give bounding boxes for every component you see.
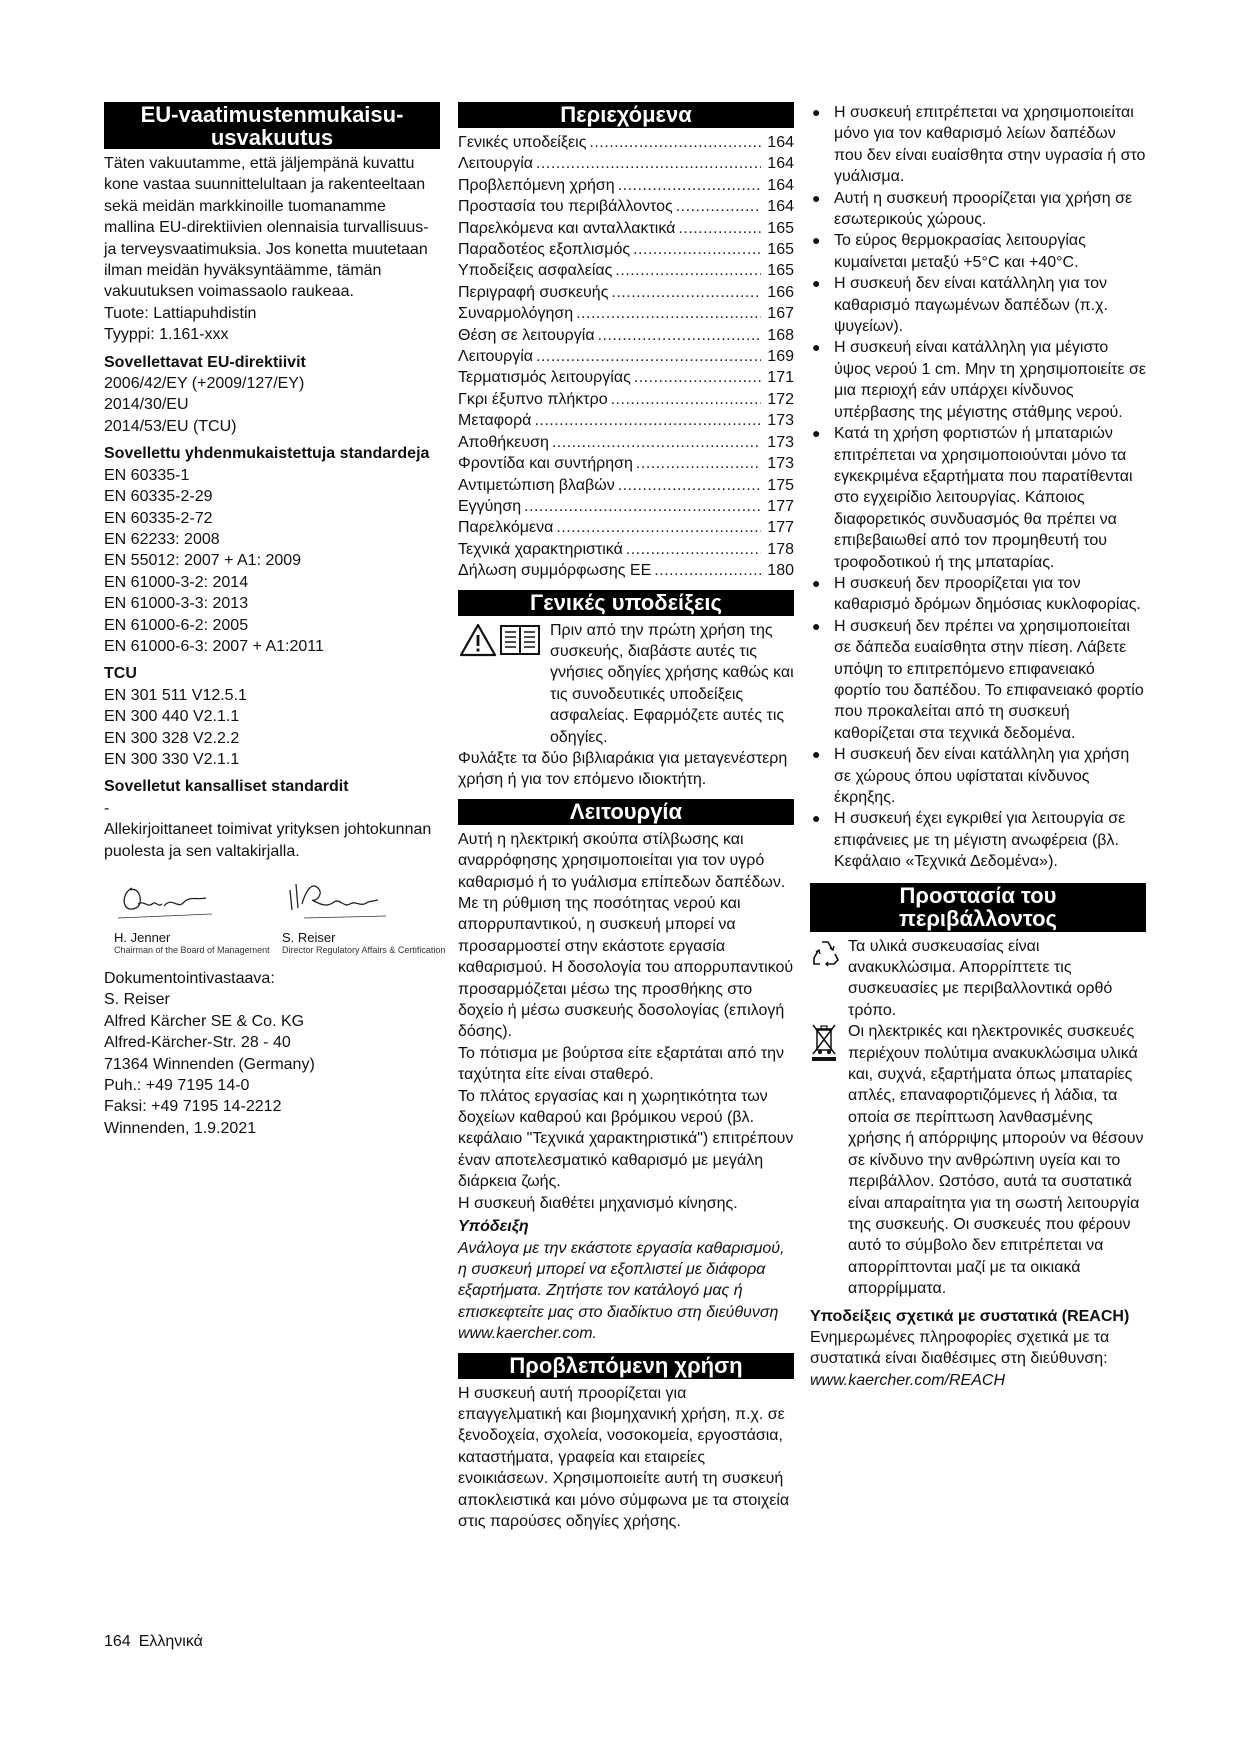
toc-entry-page: 164 xyxy=(767,134,794,151)
toc-leader xyxy=(576,303,761,324)
bullet-icon: ● xyxy=(812,574,821,591)
list-item-text: Η συσκευή δεν είναι κατάλληλη για τον καθαρισμό παγωμένων δαπέδων (π.χ. ψυγείων). xyxy=(834,275,1108,336)
toc-entry[interactable] xyxy=(458,325,794,346)
signatories-text: Allekirjoittaneet toimivat yrityksen johtokunnan puolesta ja sen valtakirjalla. xyxy=(104,821,432,860)
eu-directive: 2014/53/EU (TCU) xyxy=(104,417,237,435)
signer-2-role: Director Regulatory Affairs & Certification xyxy=(282,945,446,956)
toc-entry-page: 164 xyxy=(767,155,794,173)
operation-heading: Λειτουργία xyxy=(458,799,794,825)
toc-leader xyxy=(618,175,761,196)
general-notes-heading: Γενικές υποδείξεις xyxy=(458,590,794,616)
toc-leader xyxy=(534,410,761,431)
reach-title: Υποδείξεις σχετικά με συστατικά (REACH) xyxy=(810,1307,1130,1325)
toc-entry-page: 164 xyxy=(767,176,794,194)
toc-leader xyxy=(556,517,761,538)
toc-entry-title: Γκρι έξυπνο πλήκτρο xyxy=(458,390,608,408)
list-item-text: Η συσκευή δεν πρέπει να χρησιμοποιείται σε δάπεδα ευαίσθητα στην πίεση. Λάβετε υπόψη το επιτρεπόμενο επιφανειακό φορτίο του δαπέδου. Το επιφανειακό φορτίο που προκαλείται από τη συσκευή καθορίζεται στα τεχνικά δεδομένα. xyxy=(834,617,1144,742)
toc-entry-title: Παρελκόμενα και ανταλλακτικά xyxy=(458,219,676,237)
signer-2 xyxy=(282,874,445,955)
toc-entry-title: Αποθήκευση xyxy=(458,433,549,451)
bullet-icon: ● xyxy=(812,339,821,356)
doc-rep-line: Winnenden, 1.9.2021 xyxy=(104,1119,257,1137)
toc-leader xyxy=(636,453,761,474)
toc-entry-title: Παρελκόμενα xyxy=(458,519,554,537)
intended-use-text: Η συσκευή αυτή προορίζεται για επαγγελματική και βιομηχανική χρήση, π.χ. σε ξενοδοχεία, σχολεία, νοσοκομεία, εργοστάσια, καταστήματα, γραφεία και εταιρείες ενοικιάσεων. Χρησιμοποιείτε αυτή τη συσκευή αποκλειστικά και μόνο σύμφωνα με τα στοιχεία στις παρούσες οδηγίες χρήσης. xyxy=(458,1384,790,1530)
list-item-text: Η συσκευή δεν είναι κατάλληλη για χρήση σε χώρους όπου υφίσταται κίνδυνος έκρηξης. xyxy=(834,746,1130,806)
toc-entry-page: 173 xyxy=(767,433,794,451)
toc-entry-title: Τεχνικά χαρακτηριστικά xyxy=(458,540,623,558)
list-item xyxy=(810,808,1146,872)
type-line: Tyyppi: 1.161-xxx xyxy=(104,326,229,344)
bullet-icon: ● xyxy=(812,189,821,206)
toc-entry-page: 173 xyxy=(767,455,794,473)
list-item-text: Η συσκευή έχει εγκριθεί για λειτουργία σε επιφάνειες με τη μέγιστη ανωφέρεια (βλ. Κεφάλαιο «Τεχνικά Δεδομένα»). xyxy=(834,810,1126,871)
eu-directive: 2006/42/EY (+2009/127/EY) xyxy=(104,375,305,393)
tcu-title: TCU xyxy=(104,665,137,683)
bullet-icon: ● xyxy=(812,275,821,292)
toc-entry-title: Εγγύηση xyxy=(458,497,522,515)
toc-entry-page: 166 xyxy=(767,283,794,301)
tcu-list xyxy=(104,685,440,771)
toc-entry-page: 175 xyxy=(767,476,794,494)
column-3 xyxy=(810,102,1146,1391)
toc-entry-title: Φροντίδα και συντήρηση xyxy=(458,455,633,473)
harmonised-standards-title: Sovellettu yhdenmukaistettuja standardeja xyxy=(104,445,430,463)
list-item xyxy=(810,230,1146,273)
toc-entry-title: Αντιμετώπιση βλαβών xyxy=(458,476,615,494)
crossed-out-bin-icon xyxy=(810,1021,838,1061)
toc-entry[interactable] xyxy=(458,303,794,324)
doc-rep-line: 71364 Winnenden (Germany) xyxy=(104,1055,315,1073)
toc-entry-page: 167 xyxy=(767,305,794,323)
list-item xyxy=(810,744,1146,808)
toc-entry-title: Περιγραφή συσκευής xyxy=(458,283,609,301)
list-item xyxy=(810,573,1146,616)
weee-text: Οι ηλεκτρικές και ηλεκτρονικές συσκευές περιέχουν πολύτιμα ανακυκλώσιμα υλικά και, συχνά, εξαρτήματα όπως μπαταρίες απλές, επαναφορτιζόμενες ή λάδια, τα οποία σε περίπτωση λανθασμένης χρήσης ή απόρριψης μπορούν να θέσουν σε κίνδυνο την ανθρώπινη υγεία και το περιβάλλον. Ωστόσο, αυτά τα συστατικά είναι απαραίτητα για τη σωστή λειτουργία της συσκευής. Οι συσκευές που φέρουν αυτό το σύμβολο δεν επιτρέπεται να απορρίπτονται μαζί με τα οικιακά απορρίμματα. xyxy=(848,1023,1144,1298)
list-item xyxy=(810,273,1146,337)
signature-jenner xyxy=(114,874,224,924)
warning-triangle-icon xyxy=(458,622,498,658)
doc-rep-line: Alfred Kärcher SE & Co. KG xyxy=(104,1012,305,1030)
list-item xyxy=(810,102,1146,188)
toc-entry-title: Συναρμολόγηση xyxy=(458,305,574,323)
toc-leader xyxy=(611,282,761,303)
toc-entry[interactable] xyxy=(458,453,794,474)
list-item-text: Κατά τη χρήση φορτιστών ή μπαταριών επιτρέπεται να χρησιμοποιούνται μόνο τα εγκεκριμένα εξαρτήματα που παρατίθενται στο εγχειρίδιο λειτουργίας. Κάποιος διαφορετικός συνδυασμός θα πρέπει να επιβεβαιωθεί από τον προμηθευτή του τροφοδοτικού ή της μπαταρίας. xyxy=(834,425,1133,571)
signer-1-role: Chairman of the Board of Management xyxy=(114,945,270,956)
list-item-text: Η συσκευή είναι κατάλληλη για μέγιστο ύψος νερού 1 cm. Μην τη χρησιμοποιείτε σε μια περιοχή εάν υπάρχει κίνδυνος υπέρβασης της μέγιστης στάθμης νερού. xyxy=(834,339,1147,421)
weee-icon-box xyxy=(810,1021,848,1067)
toc-entry[interactable] xyxy=(458,496,794,517)
doc-rep-line: Dokumentointivastaava: xyxy=(104,970,275,987)
toc-leader xyxy=(598,325,761,346)
toc-entry[interactable] xyxy=(458,389,794,410)
recycling-icon-box xyxy=(810,936,848,974)
standard: EN 61000-3-2: 2014 xyxy=(104,573,249,591)
manual-book-icon xyxy=(498,622,542,658)
toc-entry-title: Παραδοτέος εξοπλισμός xyxy=(458,241,631,259)
signer-2-name: S. Reiser xyxy=(282,930,336,946)
product-line: Tuote: Lattiapuhdistin xyxy=(104,304,257,322)
toc-entry[interactable] xyxy=(458,239,794,260)
warning-and-manual-icons xyxy=(458,620,550,658)
eu-declaration-heading-line2: usvakuutus xyxy=(210,125,334,150)
footer-language: Ελληνικά xyxy=(138,1633,203,1650)
toc-entry[interactable] xyxy=(458,560,794,581)
tcu-standard: EN 300 328 V2.2.2 xyxy=(104,729,240,747)
documentation-representative xyxy=(104,968,440,1139)
list-item xyxy=(810,616,1146,744)
toc-entry-title: Τερματισμός λειτουργίας xyxy=(458,369,631,387)
doc-rep-line: Alfred-Kärcher-Str. 28 - 40 xyxy=(104,1034,291,1052)
toc-entry-title: Υποδείξεις ασφαλείας xyxy=(458,262,613,280)
operation-paragraph: Με τη ρύθμιση της ποσότητας νερού και απορρυπαντικού, η συσκευή μπορεί να προσαρμοστεί στην εκάστοτε εργασία καθαρισμού. Η δοσολογία του απορρυπαντικού προσαρμόζεται μέσω της προσθήκης στο δοχείο ή μέσω συσκευής δοσολογίας (επιλογή δόσης). xyxy=(458,895,794,1041)
toc-entry-title: Δήλωση συμμόρφωσης ΕΕ xyxy=(458,562,652,580)
toc-entry-title: Λειτουργία xyxy=(458,348,534,366)
tcu-standard: EN 300 330 V2.1.1 xyxy=(104,750,240,768)
table-of-contents xyxy=(458,132,794,582)
standard: EN 60335-2-29 xyxy=(104,488,213,506)
environment-heading-line1: Προστασία του xyxy=(899,882,1057,908)
signature-area xyxy=(104,874,446,962)
standard: EN 61000-6-2: 2005 xyxy=(104,616,249,634)
operation-paragraph: Το πλάτος εργασίας και η χωρητικότητα των δοχείων καθαρού και βρόμικου νερού (βλ. κεφάλαιο "Τεχνικά χαρακτηριστικά") επιτρέπουν έναν αποτελεσματικό καθαρισμό με μεγάλη διάρκεια ζωής. xyxy=(458,1087,794,1191)
toc-entry-page: 177 xyxy=(767,497,794,515)
toc-leader xyxy=(615,260,761,281)
toc-entry-page: 168 xyxy=(767,326,794,344)
signer-1-name: H. Jenner xyxy=(114,930,171,946)
toc-entry[interactable] xyxy=(458,517,794,538)
list-item xyxy=(810,337,1146,423)
reach-link[interactable]: www.kaercher.com/REACH xyxy=(810,1371,1006,1389)
national-standards-title: Sovelletut kansalliset standardit xyxy=(104,778,349,796)
toc-entry[interactable] xyxy=(458,539,794,560)
bullet-icon: ● xyxy=(812,746,821,763)
bullet-icon: ● xyxy=(812,810,821,827)
eu-directive: 2014/30/EU xyxy=(104,396,189,414)
toc-leader xyxy=(654,560,761,581)
toc-leader xyxy=(524,496,761,517)
toc-entry-page: 173 xyxy=(767,412,794,430)
list-item xyxy=(810,423,1146,573)
toc-entry-page: 180 xyxy=(767,562,794,580)
standard: EN 60335-2-72 xyxy=(104,509,213,527)
bullet-icon: ● xyxy=(812,104,821,120)
eu-declaration-heading xyxy=(104,102,440,149)
toc-entry-title: Προβλεπόμενη χρήση xyxy=(458,176,615,194)
tcu-standard: EN 300 440 V2.1.1 xyxy=(104,708,240,726)
toc-leader xyxy=(618,475,761,496)
toc-entry-page: 177 xyxy=(767,519,794,537)
toc-leader xyxy=(611,389,761,410)
page-number: 164 xyxy=(104,1633,131,1650)
toc-entry[interactable] xyxy=(458,132,794,153)
tcu-standard: EN 301 511 V12.5.1 xyxy=(104,686,247,704)
bullet-icon: ● xyxy=(812,425,821,442)
toc-leader xyxy=(552,432,761,453)
toc-entry-page: 178 xyxy=(767,540,794,558)
doc-rep-line: Puh.: +49 7195 14-0 xyxy=(104,1077,250,1095)
toc-heading: Περιεχόμενα xyxy=(458,102,794,128)
toc-entry[interactable] xyxy=(458,432,794,453)
general-notes-text: Πριν από την πρώτη χρήση της συσκευής, διαβάστε αυτές τις γνήσιες οδηγίες χρήσης καθώς και τις συνοδευτικές υποδείξεις ασφαλείας. Εφαρμόζετε αυτές τις οδηγίες. xyxy=(550,621,794,746)
toc-entry-page: 165 xyxy=(767,241,794,259)
toc-entry-title: Προστασία του περιβάλλοντος xyxy=(458,198,673,216)
list-item-text: Αυτή η συσκευή προορίζεται για χρήση σε εσωτερικούς χώρους. xyxy=(834,189,1133,229)
toc-leader xyxy=(678,218,761,239)
toc-entry[interactable] xyxy=(458,153,794,174)
list-item-text: Το εύρος θερμοκρασίας λειτουργίας κυμαίνεται μεταξύ +5°C και +40°C. xyxy=(834,232,1086,271)
weee-block xyxy=(810,1021,1146,1299)
toc-entry-page: 171 xyxy=(767,369,794,387)
toc-entry[interactable] xyxy=(458,260,794,281)
doc-rep-line: S. Reiser xyxy=(104,991,170,1009)
toc-entry[interactable] xyxy=(458,175,794,196)
toc-leader xyxy=(676,196,761,217)
standard: EN 61000-6-3: 2007 + A1:2011 xyxy=(104,637,324,655)
toc-entry[interactable] xyxy=(458,475,794,496)
operation-paragraph: Το πότισμα με βούρτσα είτε εξαρτάται από την ταχύτητα είτε είναι σταθερό. xyxy=(458,1044,785,1084)
signer-1 xyxy=(114,874,270,955)
toc-entry[interactable] xyxy=(458,346,794,367)
toc-entry[interactable] xyxy=(458,282,794,303)
national-standards-value: - xyxy=(104,799,110,817)
list-item-text: Η συσκευή δεν προορίζεται για τον καθαρισμό δρόμων δημόσιας κυκλοφορίας. xyxy=(834,574,1141,614)
toc-entry-title: Λειτουργία xyxy=(458,155,534,173)
operation-paragraph: Η συσκευή διαθέτει μηχανισμό κίνησης. xyxy=(458,1194,738,1212)
recycling-icon xyxy=(810,936,842,968)
toc-entry-page: 164 xyxy=(767,198,794,216)
toc-leader xyxy=(634,367,761,388)
intended-use-bullets xyxy=(810,102,1146,873)
toc-leader xyxy=(536,153,761,174)
eu-directives-list xyxy=(104,373,440,437)
toc-entry-page: 172 xyxy=(767,390,794,408)
toc-entry[interactable] xyxy=(458,410,794,431)
standard: EN 62233: 2008 xyxy=(104,530,220,548)
doc-rep-line: Faksi: +49 7195 14-2212 xyxy=(104,1098,282,1116)
toc-entry[interactable] xyxy=(458,218,794,239)
environment-heading xyxy=(810,883,1146,932)
column-2 xyxy=(458,102,794,1532)
eu-directives-title: Sovellettavat EU-direktiivit xyxy=(104,353,306,371)
recycling-text: Τα υλικά συσκευασίας είναι ανακυκλώσιμα. Απορρίπτετε τις συσκευασίες με περιβαλλοντικά ορθό τρόπο. xyxy=(848,937,1113,1019)
general-notes-block xyxy=(458,620,794,748)
list-item xyxy=(810,188,1146,231)
environment-heading-line2: περιβάλλοντος xyxy=(899,905,1057,931)
note-text: Ανάλογα με την εκάστοτε εργασία καθαρισμού, η συσκευή μπορεί να εξοπλιστεί με διάφορα εξαρτήματα. Ζητήστε τον κατάλογό μας ή επισκεφτείτε μας στο διαδίκτυο στη διεύθυνση www.kaercher.com. xyxy=(458,1239,785,1343)
standard: EN 55012: 2007 + A1: 2009 xyxy=(104,552,302,570)
list-item-text: Η συσκευή επιτρέπεται να χρησιμοποιείται μόνο για τον καθαρισμό λείων δαπέδων που δεν είναι ευαίσθητα στην υγρασία ή στο γυάλισμα. xyxy=(834,104,1146,186)
toc-entry-title: Γενικές υποδείξεις xyxy=(458,134,587,151)
signature-reiser xyxy=(282,874,392,924)
toc-entry-page: 169 xyxy=(767,348,794,366)
standard: EN 60335-1 xyxy=(104,466,190,484)
bullet-icon: ● xyxy=(812,232,821,249)
intended-use-heading: Προβλεπόμενη χρήση xyxy=(458,1353,794,1379)
toc-entry-page: 165 xyxy=(767,262,794,280)
toc-entry-page: 165 xyxy=(767,219,794,237)
toc-leader xyxy=(589,132,761,153)
column-1 xyxy=(104,102,446,1139)
note-title: Υπόδειξη xyxy=(458,1218,529,1236)
operation-paragraph: Αυτή η ηλεκτρική σκούπα στίλβωσης και αναρρόφησης χρησιμοποιείται για τον υγρό καθαρισμό ή το γυάλισμα επίπεδων δαπέδων. xyxy=(458,830,786,891)
recycling-block xyxy=(810,936,1146,1022)
toc-entry[interactable] xyxy=(458,196,794,217)
harmonised-standards-list xyxy=(104,465,440,658)
eu-intro-text: Täten vakuutamme, että jäljempänä kuvattu kone vastaa suunnittelultaan ja rakenteeltaan sekä meidän markkinoille tuomanamme mallina EU-direktiivien olennaisia turvallisuus- ja terveysvaatimuksia. Jos konetta muutetaan ilman meidän hyväksyntäämme, tämän vakuutuksen voimassaolo raukeaa. xyxy=(104,155,429,301)
bullet-icon: ● xyxy=(812,617,821,634)
toc-leader xyxy=(633,239,761,260)
toc-leader xyxy=(626,539,761,560)
general-notes-keep-text: Φυλάξτε τα δύο βιβλιαράκια για μεταγενέστερη χρήση ή για τον επόμενο ιδιοκτήτη. xyxy=(458,749,788,789)
toc-entry-title: Θέση σε λειτουργία xyxy=(458,326,595,344)
eu-declaration-heading-line1: EU-vaatimustenmukaisu- xyxy=(140,102,404,127)
page-footer xyxy=(104,1632,211,1652)
reach-text: Ενημερωμένες πληροφορίες σχετικά με τα συστατικά είναι διαθέσιμες στη διεύθυνση: xyxy=(810,1328,1110,1368)
toc-entry[interactable] xyxy=(458,367,794,388)
standard: EN 61000-3-3: 2013 xyxy=(104,595,249,613)
toc-entry-title: Μεταφορά xyxy=(458,412,532,430)
toc-leader xyxy=(536,346,761,367)
